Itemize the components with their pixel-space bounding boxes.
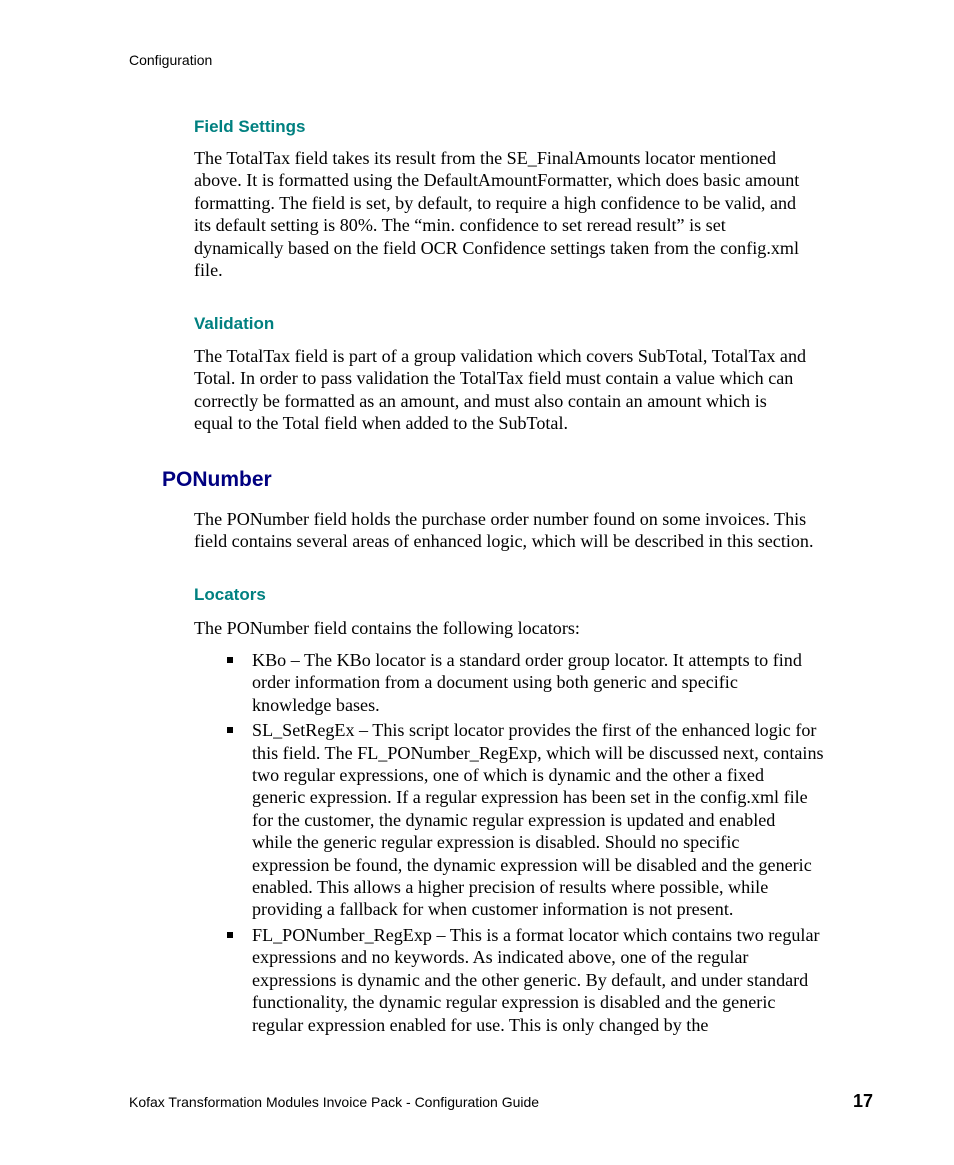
footer-text: Kofax Transformation Modules Invoice Pack - Configuration Guide xyxy=(129,1094,540,1110)
page-number: 17 xyxy=(853,1091,874,1111)
list-item xyxy=(194,924,884,1036)
list-item-line: FL_PONumber_RegExp – This is a format locator which contains two regular xyxy=(252,924,820,945)
list-item-line: KBo – The KBo locator is a standard order group locator. It attempts to find xyxy=(252,650,802,670)
field-settings-heading: Field Settings xyxy=(194,117,306,136)
list-item-line: functionality, the dynamic regular expression is disabled and the generic xyxy=(252,992,776,1013)
paragraph-line: Total. In order to pass validation the TotalTax field must contain a value which can xyxy=(194,368,794,389)
list-item xyxy=(194,719,884,921)
paragraph-line: equal to the Total field when added to the SubTotal. xyxy=(194,413,568,434)
paragraph-line: The TotalTax field takes its result from the SE_FinalAmounts locator mentioned xyxy=(194,148,777,168)
square-bullet-icon xyxy=(227,657,233,663)
paragraph-line: field contains several areas of enhanced logic, which will be described in this section. xyxy=(194,531,814,552)
list-item-line: while the generic regular expression is disabled. Should no specific xyxy=(252,832,740,853)
list-item-line: SL_SetRegEx – This script locator provides the first of the enhanced logic for xyxy=(252,720,817,741)
paragraph-line: The PONumber field holds the purchase order number found on some invoices. This xyxy=(194,509,807,529)
list-item xyxy=(194,649,884,716)
list-item-line: order information from a document using both generic and specific xyxy=(252,672,738,693)
paragraph-line: formatting. The field is set, by default, to require a high confidence to be valid, and xyxy=(194,192,797,213)
paragraph-line: above. It is formatted using the DefaultAmountFormatter, which does basic amount xyxy=(194,170,800,191)
validation-heading: Validation xyxy=(194,314,275,333)
list-item-line: this field. The FL_PONumber_RegExp, which will be discussed next, contains xyxy=(252,742,824,763)
list-item-line: expression be found, the dynamic expression will be disabled and the generic xyxy=(252,854,812,875)
locators-intro xyxy=(194,617,884,639)
list-item-line: expressions is dynamic and the other generic. By default, and under standard xyxy=(252,969,809,990)
validation-paragraph xyxy=(194,345,884,435)
list-item-line: providing a fallback for when customer information is not present. xyxy=(252,899,734,920)
paragraph-line: correctly be formatted as an amount, and must also contain an amount which is xyxy=(194,390,767,411)
list-item-line: expressions and no keywords. As indicated above, one of the regular xyxy=(252,947,749,968)
paragraph-line: file. xyxy=(194,260,223,281)
ponumber-heading: PONumber xyxy=(162,468,272,491)
square-bullet-icon xyxy=(227,727,233,733)
paragraph-line: its default setting is 80%. The “min. confidence to set reread result” is set xyxy=(194,215,726,236)
list-item-line: generic expression. If a regular expression has been set in the config.xml file xyxy=(252,787,808,808)
running-header: Configuration xyxy=(129,52,213,68)
list-item-line: for the customer, the dynamic regular expression is updated and enabled xyxy=(252,809,776,830)
list-item-line: knowledge bases. xyxy=(252,694,380,715)
square-bullet-icon xyxy=(227,932,233,938)
paragraph-line: The TotalTax field is part of a group validation which covers SubTotal, TotalTax and xyxy=(194,346,807,366)
paragraph-line: The PONumber field contains the following locators: xyxy=(194,618,580,638)
locators-bullet-list xyxy=(194,649,884,1039)
paragraph-line: dynamically based on the field OCR Confidence settings taken from the config.xml xyxy=(194,237,799,258)
field-settings-paragraph xyxy=(194,147,884,281)
locators-heading: Locators xyxy=(194,585,266,604)
list-item-line: two regular expressions, one of which is dynamic and the other a fixed xyxy=(252,765,765,786)
list-item-line: regular expression enabled for use. This is only changed by the xyxy=(252,1014,709,1035)
list-item-line: enabled. This allows a higher precision of results where possible, while xyxy=(252,877,769,898)
ponumber-paragraph xyxy=(194,508,884,553)
